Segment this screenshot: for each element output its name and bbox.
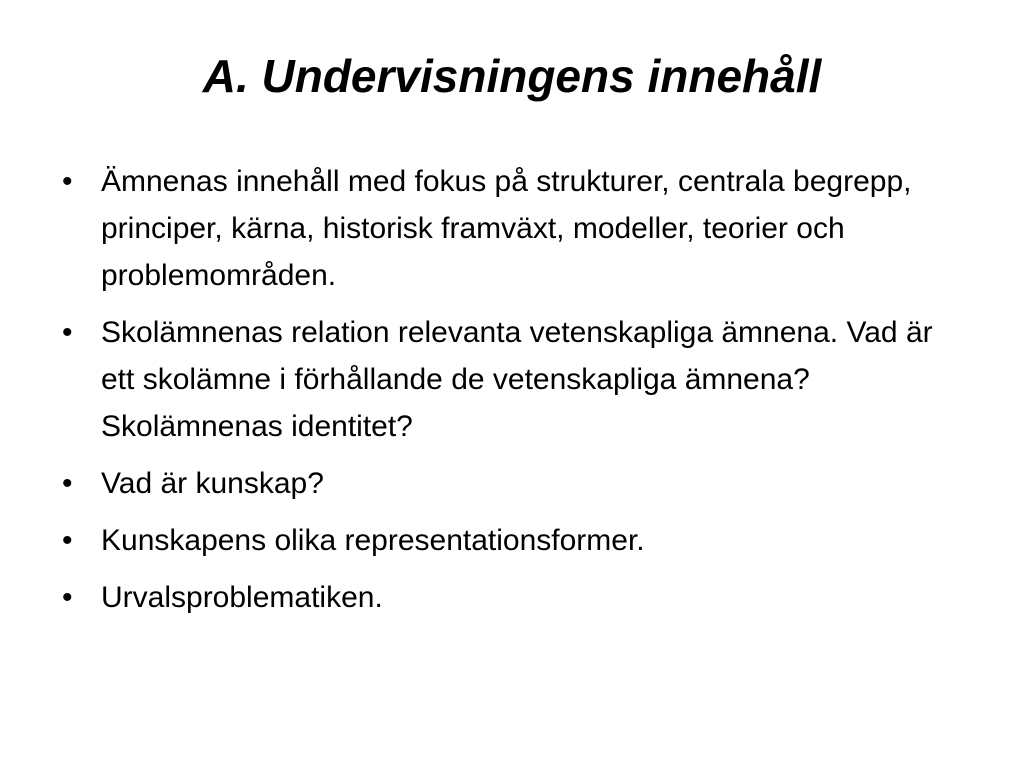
bullet-item [62,517,962,564]
bullet-item [62,460,962,507]
bullet-icon: • [62,524,73,557]
bullet-text: Urvalsproblematiken. [101,581,383,614]
bullet-icon: • [62,165,73,198]
bullet-text: Kunskapens olika representationsformer. [101,524,645,557]
bullet-item [62,309,962,450]
bullet-text: Skolämnenas relation relevanta vetenskapliga ämnena. Vad är ett skolämne i förhållande de vetenskapliga ämnena? Skolämnenas identitet? [101,316,941,443]
bullet-item [62,574,962,621]
slide-title: A. Undervisningens innehåll [202,50,822,102]
bullet-icon: • [62,581,73,614]
bullet-text: Ämnenas innehåll med fokus på strukturer, centrala begrepp, principer, kärna, historisk framväxt, modeller, teorier och problemområden. [101,165,912,292]
bullet-list [62,158,962,631]
bullet-icon: • [62,467,73,500]
bullet-icon: • [62,316,73,349]
bullet-item [62,158,962,299]
bullet-text: Vad är kunskap? [101,467,324,500]
